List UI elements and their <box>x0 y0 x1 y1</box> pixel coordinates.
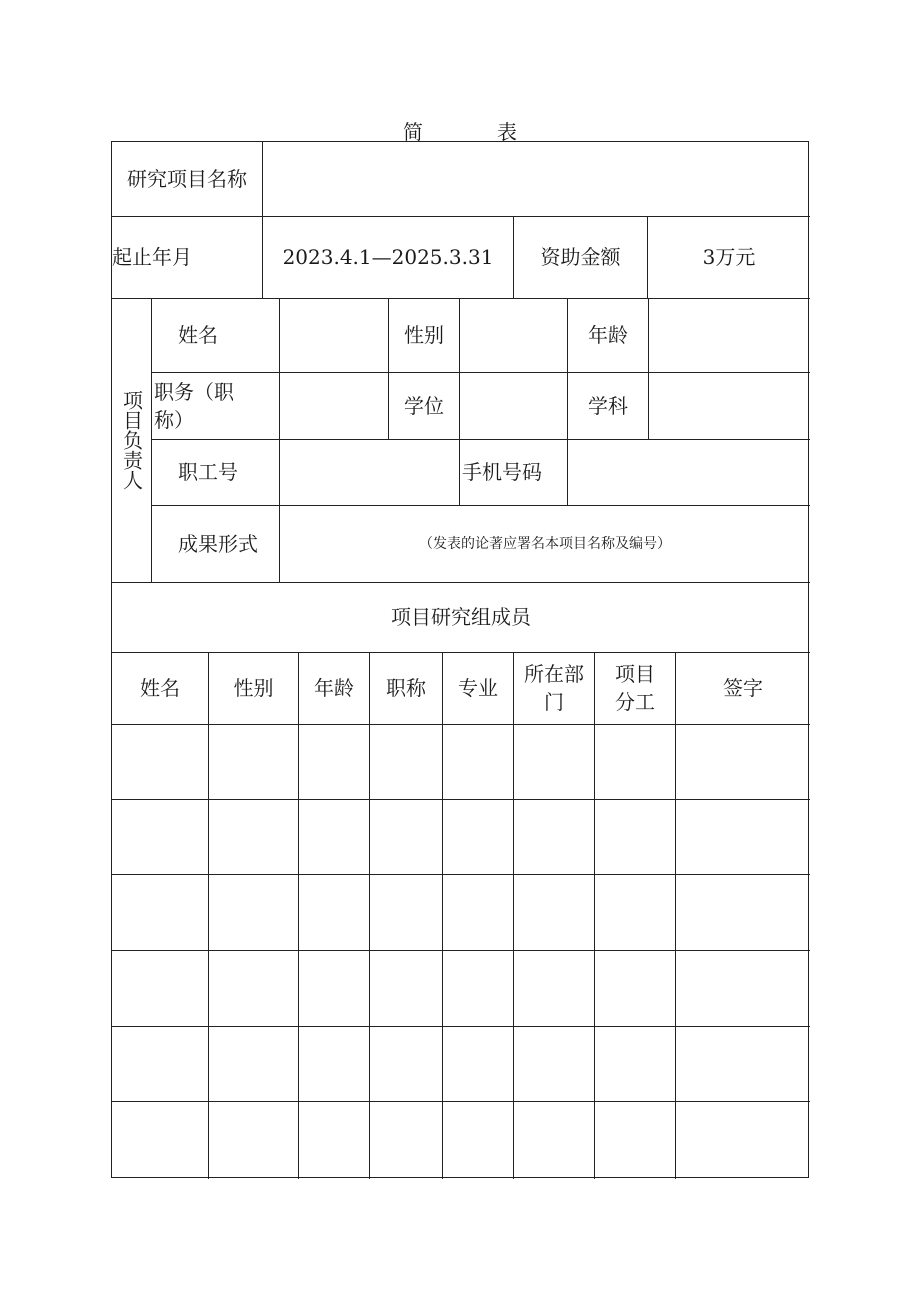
leader-phone-label: 手机号码 <box>462 460 542 484</box>
leader-discipline-label: 学科 <box>588 393 628 418</box>
leader-result-label: 成果形式 <box>178 531 258 556</box>
leader-position-label: 职务（职称） <box>154 379 234 432</box>
leader-name-label: 姓名 <box>178 323 218 347</box>
members-header-age: 年龄 <box>314 676 354 700</box>
leader-gender-label: 性别 <box>404 323 444 347</box>
leader-phone-field[interactable] <box>568 439 810 505</box>
leader-staff-id-label: 职工号 <box>178 460 238 484</box>
table-row <box>112 724 810 799</box>
members-header-gender: 性别 <box>233 676 274 700</box>
members-header-major: 专业 <box>458 676 498 700</box>
period-label: 起止年月 <box>112 245 192 269</box>
table-row <box>112 799 810 874</box>
period-value[interactable]: 2023.4.1—2025.3.31 <box>282 245 494 269</box>
leader-discipline-field[interactable] <box>649 372 810 439</box>
project-name-field[interactable] <box>263 142 810 216</box>
leader-age-label: 年龄 <box>588 323 628 347</box>
leader-result-note[interactable]: （发表的论著应署名本项目名称及编号） <box>419 535 671 552</box>
page-title-part-1: 简 <box>403 120 423 144</box>
leader-section-text: 项目负责人 <box>119 390 144 490</box>
leader-section-label <box>112 298 151 582</box>
funding-value[interactable]: 3万元 <box>702 245 756 269</box>
project-form <box>111 141 809 1178</box>
leader-gender-field[interactable] <box>460 298 567 372</box>
members-header-name: 姓名 <box>140 676 180 700</box>
table-row <box>112 874 810 950</box>
page-title-part-2: 表 <box>497 120 517 144</box>
members-section-title: 项目研究组成员 <box>391 605 531 629</box>
table-row <box>112 1101 810 1179</box>
leader-staff-id-field[interactable] <box>280 439 459 505</box>
members-header-title: 职称 <box>386 676 426 700</box>
members-rows <box>112 724 810 1179</box>
project-name-label: 研究项目名称 <box>127 167 247 191</box>
members-header-division: 项目分工 <box>615 662 655 714</box>
leader-degree-label: 学位 <box>404 393 444 418</box>
members-header-signature: 签字 <box>723 676 763 700</box>
table-row <box>112 1026 810 1101</box>
leader-degree-field[interactable] <box>460 372 567 439</box>
leader-position-field[interactable] <box>280 372 388 439</box>
funding-label: 资助金额 <box>540 245 621 269</box>
table-row <box>112 950 810 1026</box>
leader-name-field[interactable] <box>280 298 388 372</box>
members-header-department: 所在部门 <box>524 662 584 714</box>
leader-age-field[interactable] <box>649 298 810 372</box>
